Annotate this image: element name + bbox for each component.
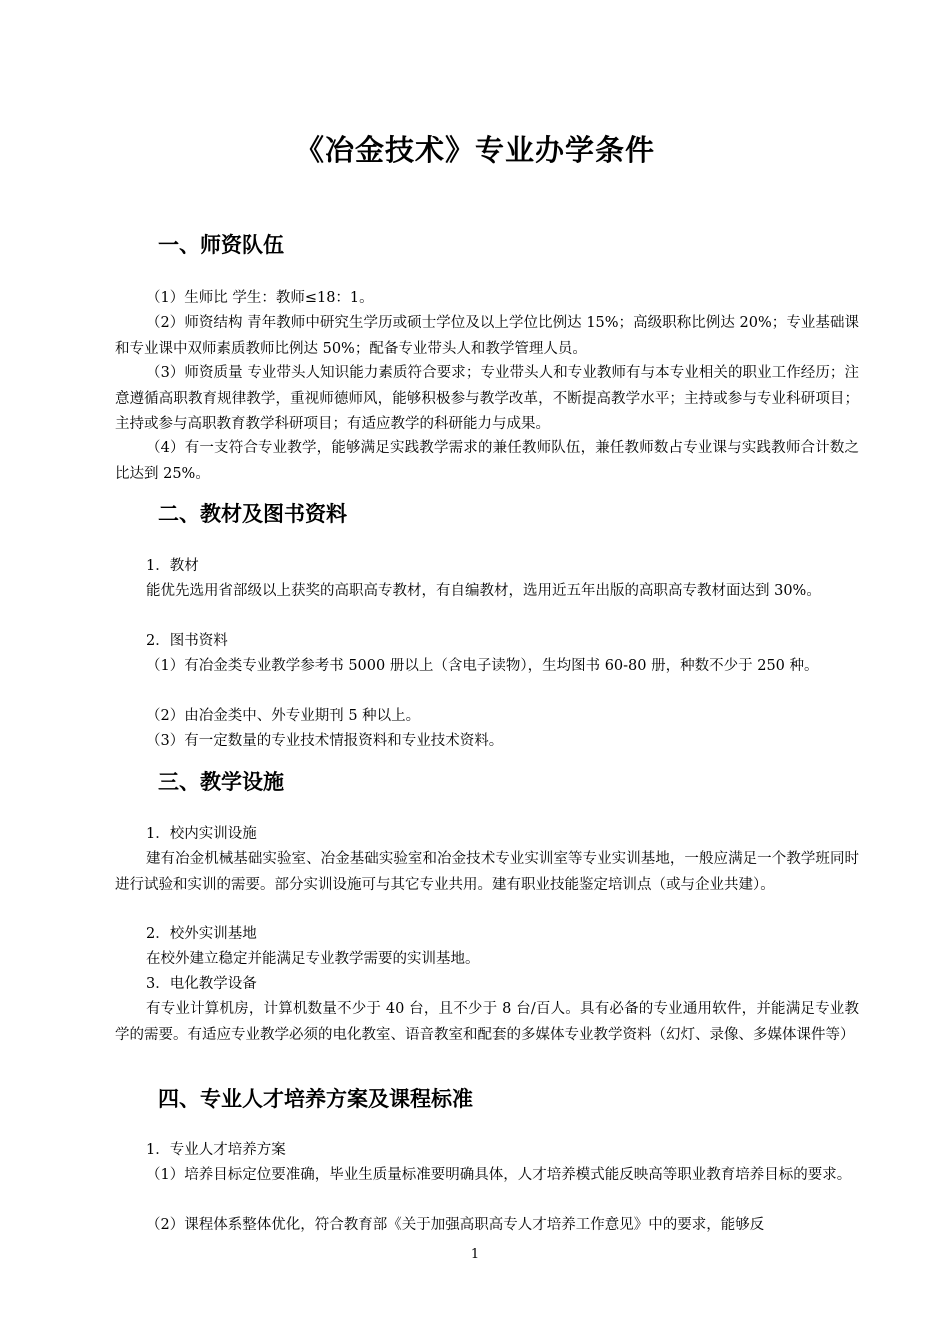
paragraph: （1）培养目标定位要准确，毕业生质量标准要明确具体，人才培养模式能反映高等职业教育培养目标的要求。	[146, 1167, 852, 1183]
section-heading-facilities: 三、教学设施	[158, 770, 284, 794]
paragraph: 3．电化教学设备	[146, 976, 257, 992]
paragraph: （3）有一定数量的专业技术情报资料和专业技术资料。	[146, 733, 504, 749]
paragraph: 建有冶金机械基础实验室、冶金基础实验室和冶金技术专业实训室等专业实训基地，一般应满足一个教学班同时进行试验和实训的需要。部分实训设施可与其它专业共用。建有职业技能鉴定培训点（或与企业共建）。	[115, 851, 859, 893]
paragraph: 1．教材	[146, 558, 199, 574]
document-title: 《冶金技术》专业办学条件	[294, 133, 655, 167]
page-number: 1	[470, 1247, 480, 1262]
paragraph: （4）有一支符合专业教学，能够满足实践教学需求的兼任教师队伍，兼任教师数占专业课与实践教师合计数之比达到 25%。	[115, 440, 859, 482]
paragraph: 1．专业人才培养方案	[146, 1142, 286, 1158]
paragraph: 在校外建立稳定并能满足专业教学需要的实训基地。	[146, 951, 480, 967]
paragraph: 有专业计算机房，计算机数量不少于 40 台，且不少于 8 台/百人。具有必备的专业通用软件，并能满足专业教学的需要。有适应专业教学必须的电化教室、语音教室和配套的多媒体专业教学资料（幻灯、录像、多媒体课件等）	[115, 1001, 859, 1043]
section-heading-curriculum: 四、专业人才培养方案及课程标准	[158, 1087, 473, 1111]
paragraph: （2）课程体系整体优化，符合教育部《关于加强高职高专人才培养工作意见》中的要求，能够反	[146, 1217, 765, 1233]
paragraph: （3）师资质量 专业带头人知识能力素质符合要求；专业带头人和专业教师有与本专业相关的职业工作经历；注意遵循高职教育规律教学，重视师德师风，能够积极参与教学改革，不断提高教学水平；主持或参与专业科研项目；主持或参与高职教育教学科研项目；有适应教学的科研能力与成果。	[115, 365, 859, 432]
paragraph: 能优先选用省部级以上获奖的高职高专教材，有自编教材，选用近五年出版的高职高专教材面达到 30%。	[146, 583, 821, 599]
paragraph: 2．图书资料	[146, 633, 228, 649]
section-heading-materials: 二、教材及图书资料	[158, 502, 347, 526]
paragraph: 1．校内实训设施	[146, 826, 257, 842]
section-heading-faculty: 一、师资队伍	[158, 233, 284, 257]
paragraph: （2）师资结构 青年教师中研究生学历或硕士学位及以上学位比例达 15%；高级职称比例达 20%；专业基础课和专业课中双师素质教师比例达 50%；配备专业带头人和教学管理人员。	[115, 315, 859, 357]
paragraph: （1）生师比 学生：教师≤18：1。	[146, 290, 374, 306]
paragraph: （2）由冶金类中、外专业期刊 5 种以上。	[146, 708, 421, 724]
paragraph: 2．校外实训基地	[146, 926, 257, 942]
paragraph: （1）有冶金类专业教学参考书 5000 册以上（含电子读物），生均图书 60-80 册，种数不少于 250 种。	[146, 658, 819, 674]
